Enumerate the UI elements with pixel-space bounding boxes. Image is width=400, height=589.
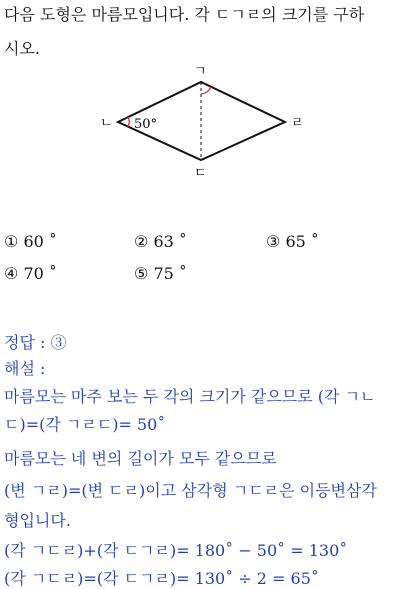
choice-3[interactable] (266, 232, 319, 251)
explanation-line-1: 마름모는 마주 보는 두 각의 크기가 같으므로 (각 ㄱㄴ (4, 387, 376, 406)
angle-arc-top (201, 87, 211, 94)
explanation-line-2: ㄷ)=(각 ㄱㄹㄷ)= 50˚ (4, 415, 166, 434)
angle-label: 50° (134, 117, 158, 132)
choice-3-mark: ③ (266, 232, 281, 251)
answer-label: 정답 : ③ (4, 333, 67, 352)
explanation-label: 해설 : (4, 359, 46, 378)
question-line-2: 시오. (4, 39, 40, 58)
explanation-line-5: 형입니다. (4, 511, 71, 530)
vertex-right-label: ㄹ (291, 116, 304, 131)
vertex-top-label: ㄱ (194, 64, 207, 79)
explanation-line-3: 마름모는 네 변의 길이가 모두 같으므로 (4, 449, 277, 468)
question-line-1: 다음 도형은 마름모입니다. 각 ㄷㄱㄹ의 크기를 구하 (4, 5, 365, 24)
explanation-line-6: (각 ㄱㄷㄹ)+(각 ㄷㄱㄹ)= 180˚ − 50˚ = 130˚ (4, 541, 348, 560)
explanation-line-7: (각 ㄱㄷㄹ)=(각 ㄷㄱㄹ)= 130˚ ÷ 2 = 65˚ (4, 569, 319, 588)
vertex-left-label: ㄴ (100, 116, 113, 131)
choice-4[interactable] (4, 264, 57, 283)
choice-2[interactable] (134, 232, 187, 251)
choice-4-text: 70 ˚ (23, 264, 57, 283)
choice-2-mark: ② (134, 232, 149, 251)
vertex-bottom-label: ㄷ (194, 166, 207, 181)
choice-5[interactable] (134, 264, 187, 283)
choice-5-mark: ⑤ (134, 264, 149, 283)
explanation-line-4: (변 ㄱㄹ)=(변 ㄷㄹ)이고 삼각형 ㄱㄷㄹ은 이등변삼각 (4, 481, 377, 500)
choice-1-mark: ① (4, 232, 19, 251)
angle-arc-left (128, 117, 129, 127)
choice-5-text: 75 ˚ (153, 264, 187, 283)
choice-3-text: 65 ˚ (285, 232, 319, 251)
choice-1-text: 60 ˚ (23, 232, 57, 251)
rhombus-figure (90, 62, 320, 182)
choice-1[interactable] (4, 232, 57, 251)
choice-2-text: 63 ˚ (153, 232, 187, 251)
choice-4-mark: ④ (4, 264, 19, 283)
